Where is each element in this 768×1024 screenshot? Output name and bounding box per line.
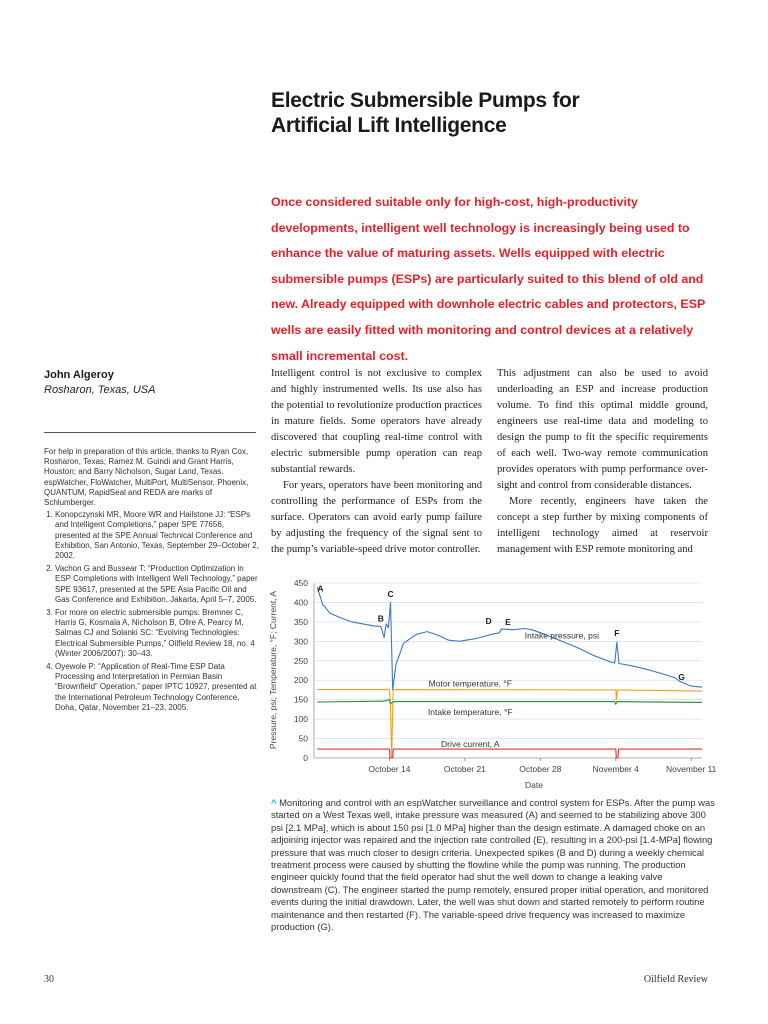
event-marker-label: F [614,627,620,638]
event-marker-label: C [387,589,394,599]
series-label: Drive current, A [440,739,500,749]
reference-item: 2. Vachon G and Bussear T: “Production Optimization in ESP Completions with Intelligent Well Technology,” paper SPE 93617, presented at the SPE Asia Pacific Oil and Gas Conference and Exhibition, Jakarta, April 5–7, 2005. [55,564,259,605]
y-tick-label: 100 [293,714,308,725]
series-label: Motor temperature, °F [428,678,512,689]
sidebar-divider [44,432,256,433]
series-line [317,749,702,758]
event-marker-label: E [505,617,511,627]
title-line-2: Artificial Lift Intelligence [271,114,507,137]
x-tick-label: November 4 [592,764,639,774]
page-number: 30 [44,974,54,985]
x-tick-label: October 14 [368,764,411,774]
trademarks: espWatcher, FloWatcher, MultiPort, MultiSensor, Phoenix, QUANTUM, RapidSeal and REDA are marks of Schlumberger. [44,477,249,508]
caption-text: Monitoring and control with an espWatcher surveillance and control system for ESPs. After the pump was started on a West Texas well, intake pressure was measured (A) and seemed to be stabilizing above 300 psi [2.1 MPa], which is about 150 psi [1.0 MPa] higher than the design estimate. A damaged choke on an adjoining injector was repaired and the injection rate controlled (E), resulting in a 200-psi [1.4-MPa] flowing pressure that was much closer to design criteria. Unexpected spikes (B and D) during a weekly chemical treatment process were caused by shutting the flowline while the pump was running. The production engineer quickly found that the field operator had shut the well down to change a leaking valve downstream (C). The engineer started the pump remotely, ensured proper initial operation, and monitored events during the initial drawdown. Later, the well was shut down and started remotely to perform routine maintenance and then restarted (F). The variable-speed drive frequency was increased to maximize production (G). [271,797,715,933]
footnotes [44,447,259,716]
title-line-1: Electric Submersible Pumps for [271,89,580,112]
author-name: John Algeroy [44,369,114,381]
y-axis-label: Pressure, psi; Temperature, °F; Current, A [268,590,278,750]
figure-caption [271,797,716,933]
author-location: Rosharon, Texas, USA [44,384,156,396]
series-line [317,700,702,705]
body-column-1 [271,366,482,558]
series-label: Intake temperature, °F [427,707,513,718]
caption-marker: ^ [271,797,277,808]
body-paragraph: This adjustment can also be used to avoid underloading an ESP and increase production volume. To find this optimal middle ground, engineers use real-time data and modeling to design the pump to fit the specific requirements of each well. Two-way remote communication provides operators with pump performance over-sight and control from considerable distances. [497,368,708,491]
reference-list [44,510,259,713]
article-title [271,88,691,138]
x-axis-label: Date [525,780,543,790]
x-tick-label: October 21 [443,764,486,774]
x-tick-label: October 28 [519,764,562,774]
y-tick-label: 450 [293,578,308,588]
y-tick-label: 50 [298,733,308,744]
event-marker-label: A [317,583,324,594]
y-tick-label: 300 [293,636,308,647]
y-tick-label: 200 [293,675,308,686]
body-paragraph: For years, operators have been monitoring and controlling the performance of ESPs from the surface. Operators can avoid early pump failure by adjusting the frequency of the signal sent to the pump’s variable-speed drive motor controller. [271,480,482,555]
y-tick-label: 150 [293,694,308,705]
event-marker-label: D [485,615,492,626]
event-marker-label: B [377,613,384,624]
esp-monitoring-chart [264,572,724,794]
series-label: Intake pressure, psi [524,630,599,641]
reference-item: 3. For more on electric submersible pumps: Bremner C, Harris G, Kosmala A, Nicholson B, Ollre A, Pearcy M, Salmas CJ and Solanki SC: “Evolving Technologies: Electrical Submersible Pumps,” Oilfield Review 18, no. 4 (Winter 2006/2007): 30–43. [55,608,259,659]
x-tick-label: November 11 [666,764,717,774]
acknowledgment: For help in preparation of this article, thanks to Ryan Cox, Rosharon, Texas; Ramez M. Guindi and Grant Harris, Houston; and Barry Nicholson, Sugar Land, Texas. [44,447,249,477]
y-tick-label: 350 [293,616,308,627]
y-tick-label: 250 [293,655,308,666]
y-tick-label: 0 [303,753,308,763]
reference-item: 1. Konopczynski MR, Moore WR and Hailstone JJ: “ESPs and Intelligent Completions,” paper SPE 77656, presented at the SPE Annual Technical Conference and Exhibition, San Antonio, Texas, September 29–October 2, 2002. [55,510,259,561]
body-paragraph: More recently, engineers have taken the concept a step further by mixing components of intelligent technology aimed at reservoir management with ESP remote monitoring and [497,496,708,555]
body-paragraph: Intelligent control is not exclusive to complex and highly instrumented wells. Its use also has the potential to revolutionize production practices in mature fields. Some operators have already discovered that coupling real-time control with electric submersible pump operation can reap substantial rewards. [271,368,482,475]
journal-name: Oilfield Review [643,974,708,985]
body-column-2 [497,366,708,558]
lead-paragraph: Once considered suitable only for high-cost, high-productivity developments, intelligent well technology is increasingly being used to enhance the value of maturing assets. Wells equipped with electric submersible pumps (ESPs) are particularly suited to this blend of old and new. Already equipped with downhole electric cables and protectors, ESP wells are easily fitted with monitoring and control devices at a relatively small incremental cost. [271,195,706,363]
event-marker-label: G [678,672,685,683]
y-tick-label: 400 [293,597,308,608]
reference-item: 4. Oyewole P: “Application of Real-Time ESP Data Processing and Interpretation in Permian Basin “Brownfield” Operation,” paper IPTC 10927, presented at the International Petroleum Technology Conference, Doha, Qatar, November 21–23, 2005. [55,662,259,713]
